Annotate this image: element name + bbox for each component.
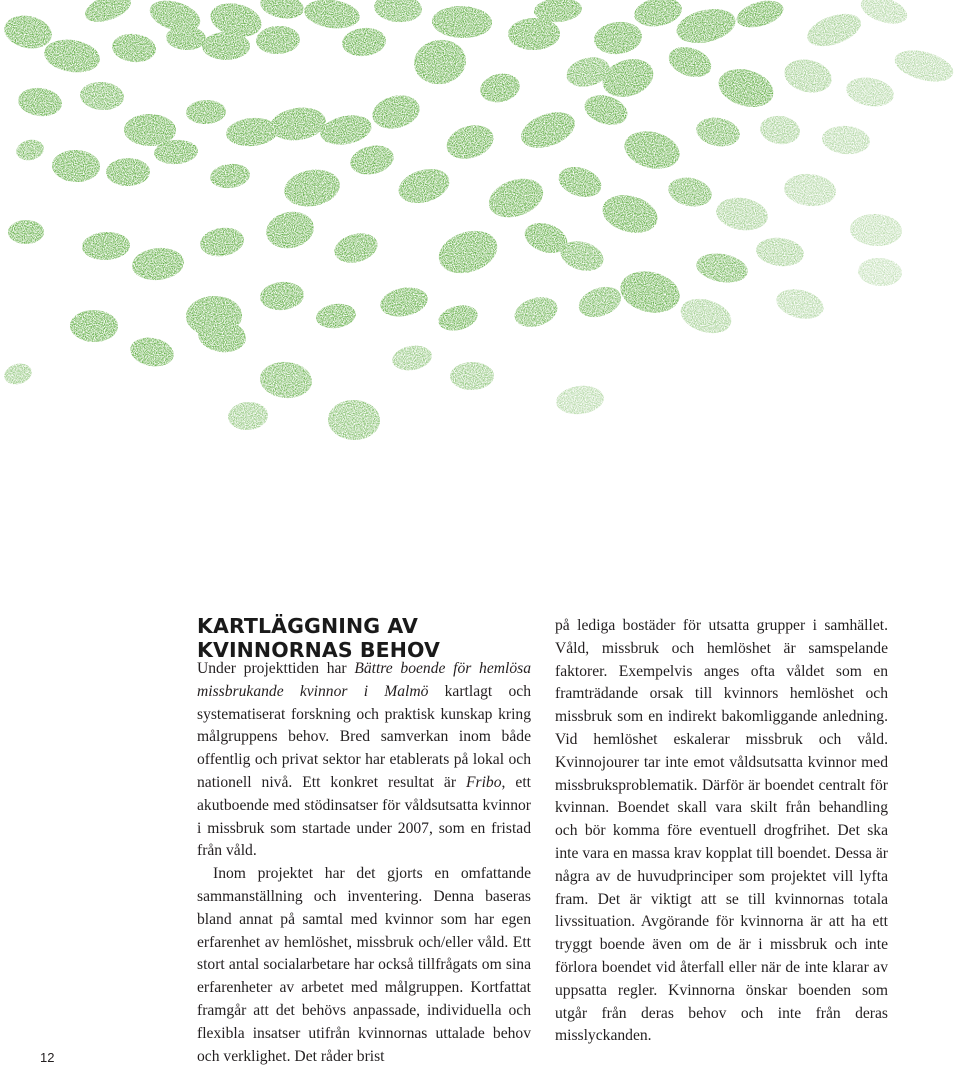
green-dot [592, 19, 644, 57]
text-run: kartlagt och systematiserat forskning och praktisk kunskap kring målgruppens behov. Bred samverkan inom både offentlig och privat sektor har etablerats på lokal och nationell nivå. Ett konkret resultat är [197, 682, 531, 791]
green-dot [281, 165, 342, 210]
green-dot [821, 124, 871, 156]
green-dot [554, 383, 605, 417]
green-dot [734, 0, 787, 32]
green-dot [555, 162, 605, 202]
green-dot [450, 362, 494, 391]
green-dot [70, 310, 119, 343]
green-dot [42, 36, 102, 76]
green-dot [508, 18, 561, 51]
green-dot [259, 280, 305, 312]
green-dot [79, 80, 125, 111]
green-dot [302, 0, 361, 32]
green-dot [665, 42, 716, 83]
page-number: 12 [40, 1050, 55, 1065]
green-dot [478, 70, 523, 106]
green-dot [373, 0, 423, 24]
green-dot [511, 292, 561, 332]
green-dot [318, 111, 374, 148]
green-dot [891, 45, 956, 88]
green-dot [857, 0, 910, 29]
green-dots-pattern-icon [1, 0, 956, 441]
green-dot [857, 256, 903, 287]
green-dot [2, 361, 34, 388]
green-dot [8, 220, 44, 244]
green-dot [694, 250, 750, 287]
green-dot [259, 360, 314, 400]
green-dot [255, 25, 300, 55]
green-dot [694, 114, 743, 150]
paragraph-3: på lediga bostäder för utsatta grupper i samhället. Våld, missbruk och hemlöshet är samspelande faktorer. Exempelvis anges ofta våldet som en framträdande orsak till kvinnors hemlöshet och missbruk som en indirekt bakomliggande anledning. Vid hemlöshet eskalerar missbruk och våld. Kvinnojourer tar inte emot våldsutsatta kvinnor med missbruksproblematik. Därför är boendet centralt för kvinnan. Boendet skall vara skilt från behandling och bör komma före eventuell drogfrihet. Det ska inte vara en massa krav kopplat till boendet. Dessa är några av de huvudprinciper som projektet vill lyfta fram. Det är viktigt att se till kvinnornas totala livssituation. Avgörande för kvinnorna är att ha ett tryggt boende även om de är i missbruk och inte förlora boendet vid återfall eller när de inte klarar av uppsatta regler. Kvinnorna önskar boenden som utgår från deras behov och inte från deras misslyckanden. [555, 617, 888, 1045]
green-dots-decoration [0, 0, 960, 460]
green-dot [616, 266, 683, 318]
green-dot [598, 53, 659, 103]
green-dot [263, 207, 317, 252]
green-dot [331, 229, 381, 267]
green-dot [227, 401, 269, 432]
fribo-italic: Fribo [466, 773, 502, 791]
green-dot [598, 189, 661, 238]
green-dot [844, 74, 896, 110]
green-dot [516, 105, 580, 154]
green-dot [395, 163, 454, 208]
green-dot [803, 8, 865, 53]
text-run: Under projekttiden har [197, 660, 355, 677]
green-dot [436, 302, 481, 335]
green-dot [754, 235, 805, 269]
green-dot [714, 63, 778, 113]
green-dot [620, 126, 683, 174]
green-dot [378, 284, 430, 321]
green-dot [81, 0, 134, 27]
green-dot [347, 141, 396, 178]
green-dot [433, 224, 502, 281]
green-dot [16, 85, 63, 118]
green-dot [484, 172, 549, 224]
text-run: , ett akutboende med stödinsatser för våldsutsatta kvinnor i missbruk som startade under 2007, som en fristad från våld. [197, 773, 531, 860]
green-dot [1, 11, 55, 52]
green-dot [209, 162, 252, 191]
green-dot [202, 32, 250, 60]
green-dot [128, 334, 177, 370]
green-dot [632, 0, 684, 30]
green-dot [758, 113, 802, 146]
heading-line-1: KARTLÄGGNING AV [197, 614, 418, 638]
green-dot [782, 171, 837, 208]
green-dot [225, 116, 279, 148]
green-dot [268, 104, 328, 143]
green-dot [676, 293, 735, 339]
green-dot [714, 194, 770, 234]
left-text-column [197, 658, 531, 1068]
green-dot [341, 26, 388, 58]
green-dot [51, 149, 100, 183]
green-dot [315, 301, 358, 330]
green-dot [781, 55, 835, 97]
project-title-italic: Bättre boende för hemlösa missbrukande kvinnor i Malmö [197, 660, 531, 700]
green-dot [111, 32, 158, 64]
green-dot [81, 231, 130, 261]
green-dot [258, 0, 306, 22]
heading-line-2: KVINNORNAS BEHOV [197, 638, 440, 662]
green-dot [773, 285, 826, 324]
green-dot [130, 245, 185, 282]
green-dot [106, 158, 150, 187]
green-dot [327, 399, 380, 441]
green-dot [411, 36, 469, 88]
green-dot [390, 343, 434, 374]
green-dot [575, 281, 626, 322]
green-dot [442, 120, 497, 165]
right-text-column [555, 615, 888, 1048]
paragraph-1 [197, 658, 531, 863]
section-heading [197, 614, 537, 662]
green-dot [849, 213, 903, 248]
paragraph-2: Inom projektet har det gjorts en omfattande sammanställning och inventering. Denna baseras bland annat på samtal med kvinnor som har egen erfarenhet av hemlöshet, missbruk och/eller våld. Ett stort antal socialarbetare har också tillfrågats om sina erfarenheter av arbetet med målgruppen. Kortfattat framgår att det behövs anpassade, individuella och flexibla insatser utifrån kvinnornas uttalade behov och verklighet. Det råder brist [197, 865, 531, 1065]
green-dot [198, 225, 246, 260]
green-dot [14, 137, 46, 163]
green-dot [186, 99, 227, 124]
green-dot [369, 91, 423, 134]
green-dot [673, 4, 739, 49]
green-dot [431, 5, 492, 39]
green-dot [666, 174, 715, 211]
